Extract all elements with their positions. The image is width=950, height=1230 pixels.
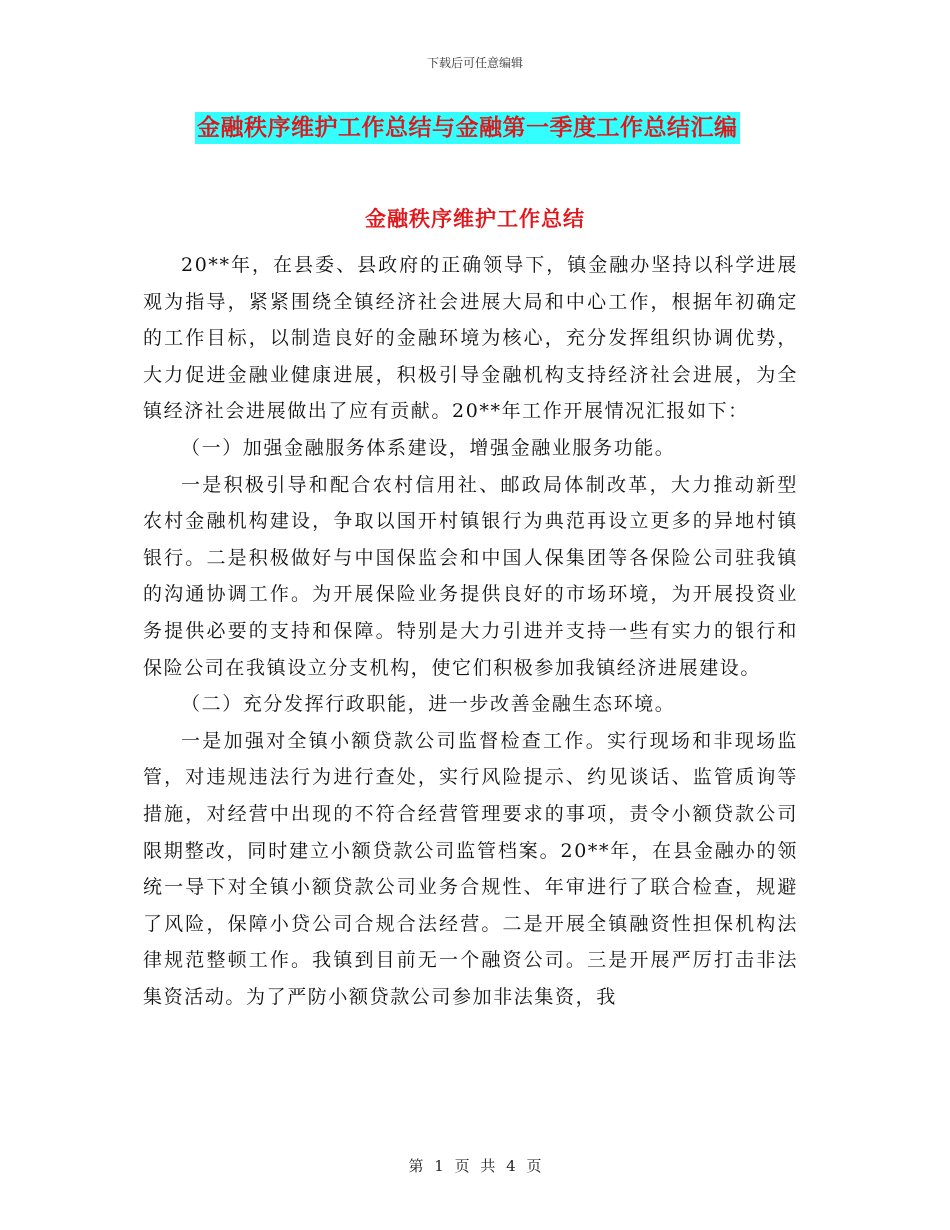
paragraph-heading-1: （一）加强金融服务体系建设，增强金融业服务功能。: [181, 436, 676, 459]
paragraph-section-1: 一是积极引导和配合农村信用社、邮政局体制改革，大力推动新型农村金融机构建设，争取以国开村镇银行为典范再设立更多的异地村镇银行。二是积极做好与中国保监会和中国人保集团等各保险公司驻我镇的沟通协调工作。为开展保险业务提供良好的市场环境，为开展投资业务提供必要的支持和保障。特别是大力引进并支持一些有实力的银行和保险公司在我镇设立分支机构，使它们积极参加我镇经济进展建设。: [143, 473, 798, 679]
document-main-title: 金融秩序维护工作总结与金融第一季度工作总结汇编: [195, 112, 740, 144]
paragraph-heading-2: （二）充分发挥行政职能，进一步改善金融生态环境。: [181, 693, 676, 716]
paragraph-intro: 20**年，在县委、县政府的正确领导下，镇金融办坚持以科学进展观为指导，紧紧围绕全镇经济社会进展大局和中心工作，根据年初确定的工作目标，以制造良好的金融环境为核心，充分发挥组织协调优势，大力促进金融业健康进展，积极引导金融机构支持经济社会进展，为全镇经济社会进展做出了应有贡献。20**年工作开展情况汇报如下：: [143, 254, 798, 423]
section-title: 金融秩序维护工作总结: [365, 207, 585, 231]
header-note: 下载后可任意编辑: [426, 56, 523, 70]
paragraph-section-2: 一是加强对全镇小额贷款公司监督检查工作。实行现场和非现场监管，对违规违法行为进行查处，实行风险提示、约见谈话、监管质询等措施，对经营中出现的不符合经营管理要求的事项，责令小额贷款公司限期整改，同时建立小额贷款公司监管档案。20**年，在县金融办的领统一导下对全镇小额贷款公司业务合规性、年审进行了联合检查，规避了风险，保障小贷公司合规合法经营。二是开展全镇融资性担保机构法律规范整顿工作。我镇到目前无一个融资公司。三是开展严厉打击非法集资活动。为了严防小额贷款公司参加非法集资，我: [143, 729, 798, 1008]
document-body: [143, 247, 798, 1015]
page-number: 第 1 页 共 4 页: [408, 1157, 542, 1175]
